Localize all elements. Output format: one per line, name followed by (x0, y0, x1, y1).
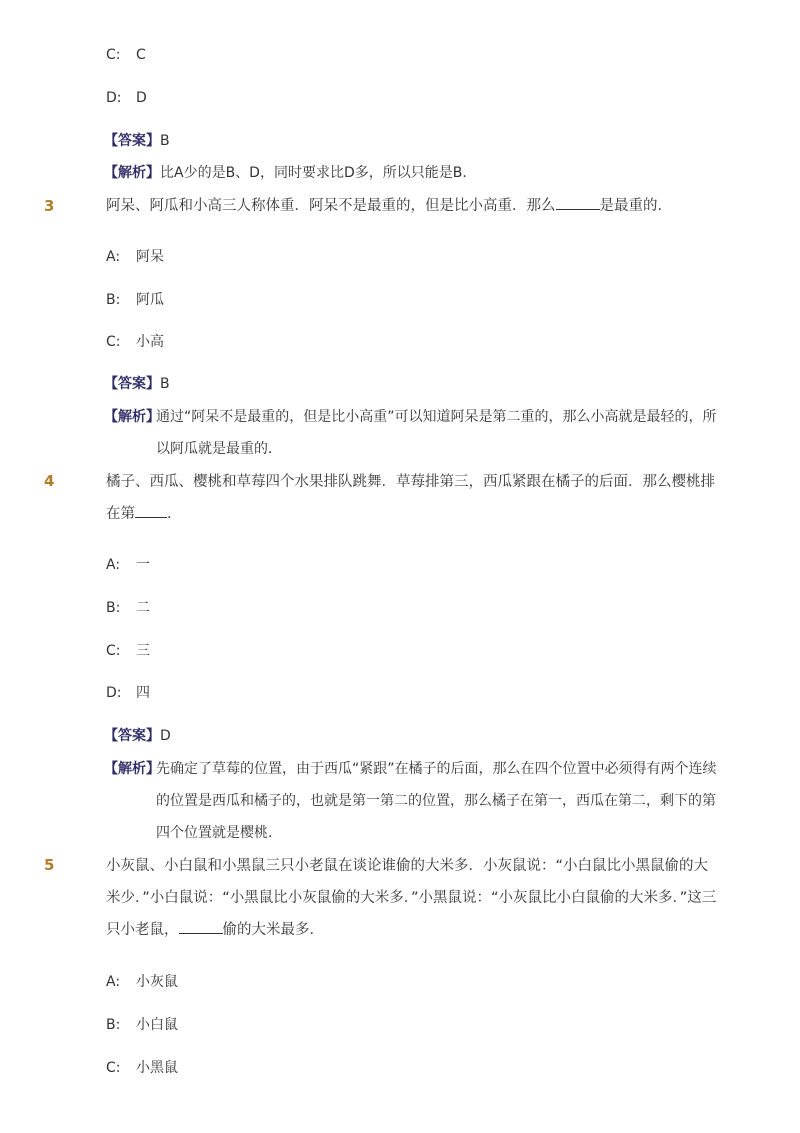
option-text: 小白鼠 (136, 1017, 178, 1033)
option-letter: C: (106, 643, 121, 659)
question-stem: 阿呆、阿瓜和小高三人称体重．阿呆不是最重的，但是比小高重．那么 (106, 198, 556, 214)
option-text: 一 (136, 557, 150, 573)
question-number: 4 (44, 472, 55, 490)
question-stem-end: ． (167, 506, 182, 522)
option-text: C (136, 47, 146, 63)
option-b[interactable] (106, 290, 164, 310)
explanation-label: 【解析】 (104, 165, 160, 181)
answer-value: B (160, 133, 170, 149)
question-number: 3 (44, 197, 55, 215)
option-c[interactable] (106, 332, 164, 352)
answer-value: D (160, 728, 171, 744)
option-letter: A: (106, 557, 121, 573)
option-text: 阿呆 (136, 249, 164, 265)
explanation-block (104, 753, 724, 849)
option-text: 三 (136, 643, 150, 659)
option-letter: B: (106, 1017, 121, 1033)
option-b[interactable] (106, 1015, 178, 1035)
option-text: 四 (136, 685, 150, 701)
answer-line (104, 131, 170, 151)
option-c[interactable] (106, 641, 150, 661)
option-letter: A: (106, 249, 121, 265)
explanation-label: 【解析】 (104, 761, 160, 777)
answer-blank (556, 195, 600, 210)
option-letter: A: (106, 974, 121, 990)
option-a[interactable] (106, 247, 164, 267)
answer-value: B (160, 376, 170, 392)
option-letter: D: (106, 685, 122, 701)
answer-blank (179, 919, 223, 934)
option-d[interactable] (106, 683, 150, 703)
option-letter: B: (106, 600, 121, 616)
question-stem: 橘子、西瓜、樱桃和草莓四个水果排队跳舞．草莓排第三，西瓜紧跟在橘子的后面．那么樱桃排在第 (106, 474, 715, 522)
option-text: 阿瓜 (136, 292, 164, 308)
option-letter: C: (106, 334, 121, 350)
explanation-text: 通过“阿呆不是最重的，但是比小高重”可以知道阿呆是第二重的，那么小高就是最轻的，所以阿瓜就是最重的． (156, 409, 717, 457)
option-text: 二 (136, 600, 150, 616)
option-a[interactable] (106, 972, 178, 992)
question-text (106, 466, 720, 530)
answer-line (104, 374, 170, 394)
option-letter: C: (106, 1060, 121, 1076)
answer-label: 【答案】 (104, 728, 160, 744)
question-text (106, 850, 720, 946)
answer-line (104, 726, 171, 746)
option-letter: B: (106, 292, 121, 308)
option-c[interactable] (106, 45, 146, 65)
explanation-line (104, 163, 476, 183)
option-b[interactable] (106, 598, 150, 618)
option-text: 小高 (136, 334, 164, 350)
question-text (106, 190, 720, 222)
explanation-text: 比A少的是B、D，同时要求比D多，所以只能是B． (160, 165, 477, 181)
option-c[interactable] (106, 1058, 178, 1078)
question-number: 5 (44, 856, 55, 874)
option-text: 小灰鼠 (136, 974, 178, 990)
question-stem: 小灰鼠、小白鼠和小黑鼠三只小老鼠在谈论谁偷的大米多．小灰鼠说：“小白鼠比小黑鼠偷的大米少．”小白鼠说：“小黑鼠比小灰鼠偷的大米多．”小黑鼠说：“小灰鼠比小白鼠偷的大米多．”这三只小老鼠， (106, 858, 717, 938)
option-text: 小黑鼠 (136, 1060, 178, 1076)
answer-blank (135, 503, 167, 518)
option-text: D (136, 90, 147, 106)
option-letter: C: (106, 47, 121, 63)
option-a[interactable] (106, 555, 150, 575)
explanation-text: 先确定了草莓的位置，由于西瓜“紧跟”在橘子的后面，那么在四个位置中必须得有两个连续的位置是西瓜和橘子的，也就是第一第二的位置，那么橘子在第一，西瓜在第二，剩下的第四个位置就是樱桃． (156, 761, 717, 841)
answer-label: 【答案】 (104, 376, 160, 392)
question-stem-end: 偷的大米最多． (222, 922, 324, 938)
option-letter: D: (106, 90, 122, 106)
question-stem-end: 是最重的． (599, 198, 672, 214)
explanation-block (104, 401, 724, 465)
option-d[interactable] (106, 88, 147, 108)
explanation-label: 【解析】 (104, 409, 160, 425)
answer-label: 【答案】 (104, 133, 160, 149)
